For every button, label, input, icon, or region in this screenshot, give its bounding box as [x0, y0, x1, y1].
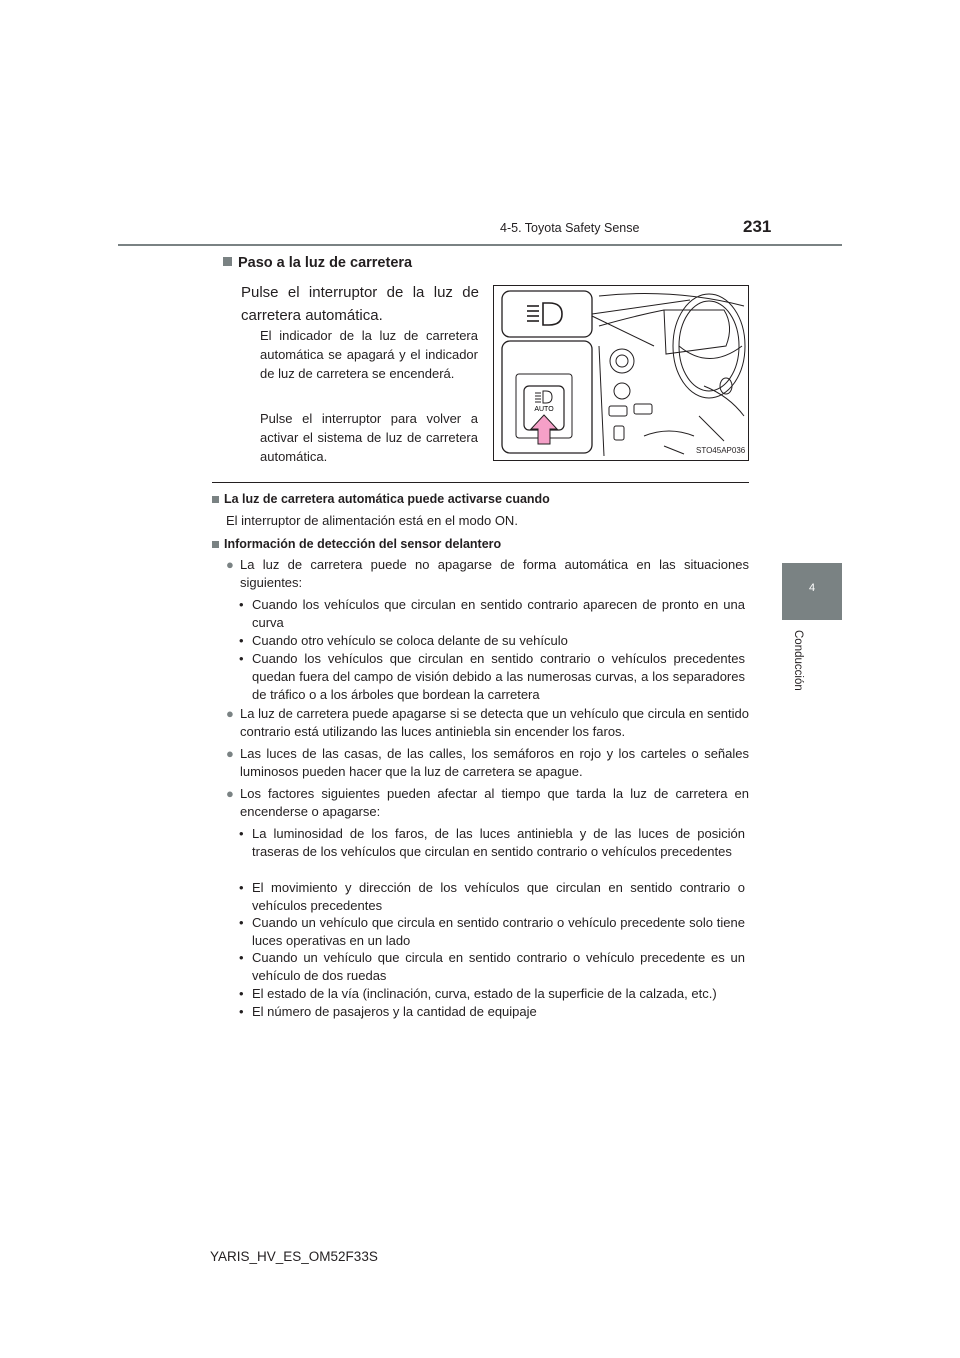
dash-text: El estado de la vía (inclinación, curva, estado de la superficie de la calzada, etc.) — [252, 986, 717, 1001]
note-indicator: El indicador de la luz de carretera automática se apagará y el indicador de luz de carretera se encenderá. — [260, 328, 478, 381]
auto-label: AUTO — [534, 406, 554, 413]
dash-text: El número de pasajeros y la cantidad de equipaje — [252, 1004, 537, 1019]
dashboard-illustration — [493, 285, 749, 461]
dash-item — [239, 596, 745, 632]
dash-bullet-icon: • — [239, 651, 244, 666]
dash-bullet-icon: • — [239, 950, 244, 965]
dash-item — [239, 914, 745, 950]
square-bullet-icon — [223, 257, 232, 266]
dash-bullet-icon: • — [239, 597, 244, 612]
dash-bullet-icon: • — [239, 633, 244, 648]
bullet-text: Las luces de las casas, de las calles, los semáforos en rojo y los carteles o señales luminosos pueden hacer que la luz de carretera se apague. — [240, 746, 749, 779]
dash-item — [239, 632, 745, 650]
dash-bullet-icon: • — [239, 915, 244, 930]
dash-item — [239, 985, 745, 1003]
chapter-tab-label: Conducción — [792, 630, 804, 691]
info-heading-sensor-text: Información de detección del sensor delantero — [224, 537, 502, 551]
bullet-text: La luz de carretera puede apagarse si se detecta que un vehículo que circula en sentido contrario está utilizando las luces antiniebla sin encender los faros. — [240, 706, 749, 739]
circle-bullet-icon: ● — [226, 706, 234, 721]
info-divider — [212, 482, 749, 483]
dash-text: Cuando otro vehículo se coloca delante de su vehículo — [252, 633, 568, 648]
dash-text: La luminosidad de los faros, de las luces antiniebla y de las luces de posición traseras de los vehículos que circulan en sentido contrario o vehículos precedentes — [252, 826, 745, 859]
dash-item — [239, 650, 745, 704]
info-text-activation: El interruptor de alimentación está en el modo ON. — [226, 513, 518, 528]
bullet-item — [226, 745, 749, 781]
dash-bullet-icon: • — [239, 986, 244, 1001]
dash-text: El movimiento y dirección de los vehículos que circulan en sentido contrario o vehículos precedentes — [252, 880, 745, 913]
document-code: YARIS_HV_ES_OM52F33S — [210, 1249, 378, 1264]
dash-item — [239, 1003, 745, 1021]
header-section-title: 4-5. Toyota Safety Sense — [500, 221, 640, 235]
dash-bullet-icon: • — [239, 1004, 244, 1019]
dash-text: Cuando los vehículos que circulan en sentido contrario o vehículos precedentes quedan fuera del campo de visión debido a las numerosas curvas, a los separadores de tráfico o a los árboles que bordean la carretera — [252, 651, 745, 702]
bullet-item — [226, 705, 749, 741]
section-heading — [223, 255, 412, 271]
section-heading-text: Paso a la luz de carretera — [238, 255, 413, 271]
bullet-item — [226, 556, 749, 592]
square-bullet-icon — [212, 496, 219, 503]
circle-bullet-icon: ● — [226, 557, 234, 572]
page-number: 231 — [743, 217, 772, 236]
chapter-tab — [782, 563, 842, 620]
lead-instruction: Pulse el interruptor de la luz de carretera automática. — [241, 284, 479, 324]
bullet-text: La luz de carretera puede no apagarse de forma automática en las situaciones siguientes: — [240, 557, 749, 590]
dash-text: Cuando un vehículo que circula en sentido contrario o vehículo precedente solo tiene luces operativas en un lado — [252, 915, 745, 948]
dash-item — [239, 825, 745, 861]
dash-item — [239, 879, 745, 915]
info-heading-sensor — [212, 537, 501, 551]
dash-item — [239, 949, 745, 985]
dash-text: Cuando los vehículos que circulan en sentido contrario aparecen de pronto en una curva — [252, 597, 745, 630]
dashboard-drawing — [494, 286, 747, 459]
info-heading-activation-text: La luz de carretera automática puede activarse cuando — [224, 492, 550, 506]
circle-bullet-icon: ● — [226, 786, 234, 801]
header-rule — [118, 244, 842, 246]
chapter-tab-number: 4 — [808, 582, 816, 594]
dash-bullet-icon: • — [239, 880, 244, 895]
bullet-item — [226, 785, 749, 821]
dash-text: Cuando un vehículo que circula en sentido contrario o vehículo precedente es un vehículo de dos ruedas — [252, 950, 745, 983]
bullet-text: Los factores siguientes pueden afectar al tiempo que tarda la luz de carretera en encenderse o apagarse: — [240, 786, 749, 819]
chapter-tab-label-wrap — [788, 630, 806, 730]
note-reactivate: Pulse el interruptor para volver a activar el sistema de luz de carretera automática. — [260, 411, 478, 464]
dash-bullet-icon: • — [239, 826, 244, 841]
figure-code: STO45AP036 — [696, 446, 746, 455]
circle-bullet-icon: ● — [226, 746, 234, 761]
info-heading-activation — [212, 492, 550, 506]
square-bullet-icon — [212, 541, 219, 548]
